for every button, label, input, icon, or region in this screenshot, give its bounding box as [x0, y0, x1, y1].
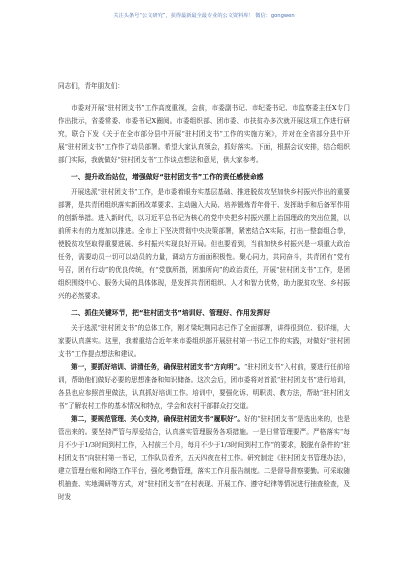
section-2-heading: 二、抓住关键环节，把“驻村团支书”培训好、管理好、作用发挥好 [71, 309, 271, 317]
section-2-point-2 [58, 413, 350, 504]
point-1-lead: 第一，要抓好培训、讲清任务，确保驻村团支书“方向明”。 [71, 363, 244, 371]
section-1-paragraph: 开展选派“驻村团支书”工作，是市委着眼夯实基层基础、推进脱贫攻坚加快乡村振兴作出的重要部署，是共青团组织落实新团改革要求、主动融入大局、培养锻炼青年骨干、发挥助手和后备军作用的创新举措。进入新时代，以习近平总书记为核心的党中央把乡村振兴摆上治国理政的突出位置，以前所未有的力度加以推进。全市上下坚决贯彻中央决策部署，紧密结合X实际，打出一整套组合拳，使脱贫攻坚取得重要进展、乡村振兴实现良好开局。但也要看到，当前加快乡村振兴是一项重大政治任务，需要动员一切可以动员的力量，调动方方面面积极性。聚心同力，共同奋斗，共青团有“党有号召，团有行动”的优良传统，有“党旗所指，团旗所向”的政治责任，开展“驻村团支书”工作，是团组织围绕中心、服务大局的具体体现，是发挥共青团组织、人才和智力优势，助力脱贫攻坚、乡村振兴的必然要求。 [58, 188, 350, 300]
point-1-body: “驻村团支书”入村前，要进行任前培训，帮助他们做好必要的思想准备和知识储备。这次会后，团市委将对首派“驻村团支书”进行培训，各县也应参照首里做法，认真抓好培训工作。培训中，要强化诉、明职责、教方法，帮助“驻村团支书”了解农村工作的基本情况和特点，学会和农村干部群众打交道。 [58, 363, 350, 410]
point-2-lead: 第二，要规范管理、关心支持，确保驻村团支书“履职好”。 [71, 415, 244, 423]
section-2-paragraph: 关于选派“驻村团支书”的总体工作，刚才梁纪荆同志已作了全面部署，讲得很到位、很详细，大家要认真落实。这里，我着重结合近年来市委组织部开展驻村第一书记工作的实践，对做好“驻村团支书”工作提点想法和建议。 [58, 324, 350, 358]
point-2-body: 好的“驻村团支书”是选出来的，也是管出来的。要坚持严管与厚爱结合，认真落实管理服务各项措施。一是日常管理要严。严格落实“每月不少于1/3时间到村工作，入村前三个月，每月不少于1/3时间到村工作”的要求，脱脱有条件的“驻村团支书”向驻村第一书记，工作队员看齐，五天四夜在村工作。研究制定《驻村团支书管理办法》，建立管理台账和网络工作平台，强化考勤管理，落实工作月报告制度。二是督导督察要勤。可采取随机抽查、实地调研等方式，对“驻村团支书”在村表现、开展工作、遵守纪律等情况进行抽查检查，及时发 [58, 415, 350, 501]
intro-paragraph: 市委对开展“驻村团支书”工作高度重视，会前，市委副书记、市纪委书记、市监察委主任X专门作出批示，省委常委、市委书记X圈阅。市委组织部、团市委、市扶贫办多次就开展这项工作进行研究，联合下发《关于在全市部分县中开展“驻村团支书”工作的实施方案》，并对在全省部分县中开展“驻村团支书”工作作了动员部署。希望大家认真领会，抓好落实。下面，根据会议安排，结合组织部门实际，我就做好“驻村团支书”工作谈点想法和意见，供大家参考。 [58, 104, 350, 164]
greeting: 同志们，青年朋友们： [58, 82, 124, 90]
section-1-heading: 一、提升政治站位，增强做好“驻村团支书”工作的责任感使命感 [71, 173, 264, 181]
header-banner: 关注头条号“公文研究”，获得最新最全最专业的公文资料库！ 微信：gongwen [113, 13, 295, 19]
section-2-point-1 [58, 361, 350, 413]
document-page [58, 80, 350, 504]
